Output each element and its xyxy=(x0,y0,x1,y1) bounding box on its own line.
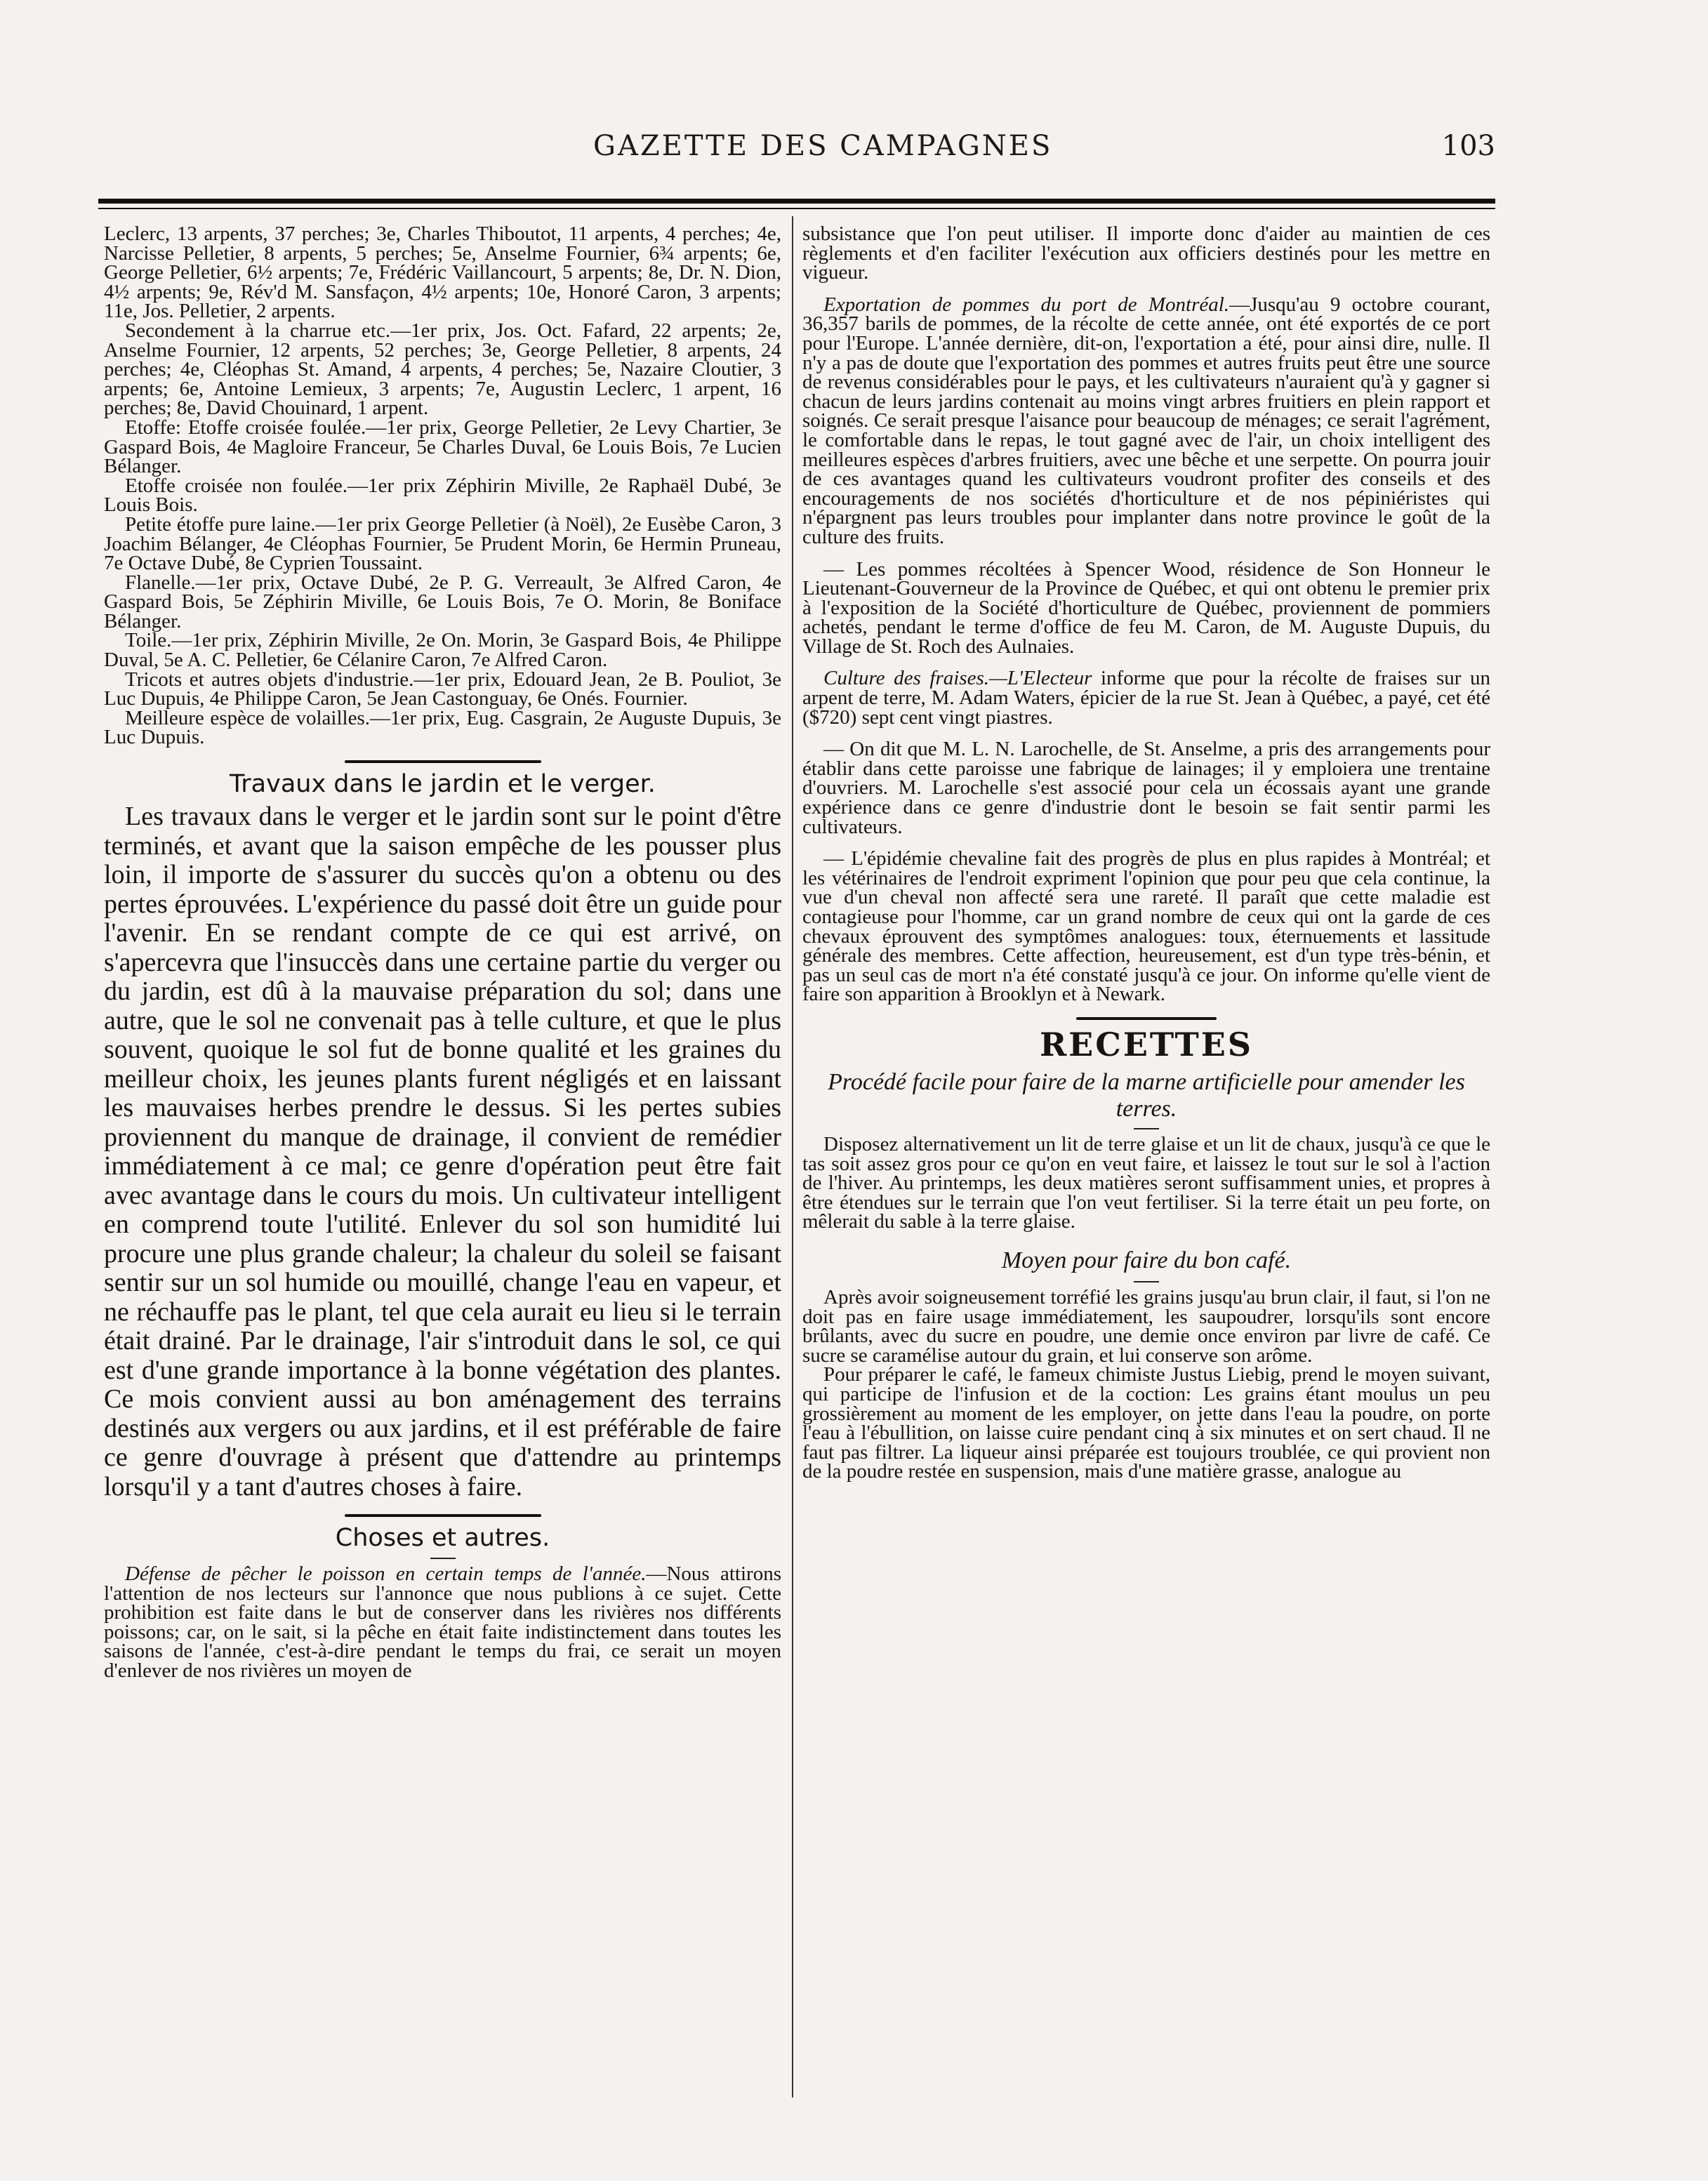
short-dash xyxy=(1134,1128,1159,1129)
prize-paragraph: Etoffe: Etoffe croisée foulée.—1er prix, George Pelletier, 2e Levy Chartier, 3e Gaspard Bois, 4e Magloire Franceur, 5e Charles Duval, 6e Louis Bois, 7e Lucien Bélanger. xyxy=(104,416,781,478)
section-rule xyxy=(1076,1017,1217,1020)
left-column xyxy=(104,225,781,1681)
recipe-coffee xyxy=(802,1285,1490,1483)
news-items xyxy=(802,225,1490,1005)
header-rule-thick xyxy=(98,199,1495,204)
prize-paragraph: Etoffe croisée non foulée.—1er prix Zéphirin Miville, 2e Raphaël Dubé, 3e Louis Bois. xyxy=(104,474,781,517)
prize-paragraph: Flanelle.—1er prix, Octave Dubé, 2e P. G. Verreault, 3e Alfred Caron, 4e Gaspard Bois, 5e Zéphirin Miville, 6e Louis Bois, 7e O. Morin, 8e Boniface Bélanger. xyxy=(104,571,781,632)
strawberry-body: informe que pour la récolte de fraises sur un arpent de terre, M. Adam Waters, épicier de la rue St. Jean à Québec, a payé, cet été ($720) sept cent vingt piastres. xyxy=(802,667,1490,729)
short-dash xyxy=(1134,1281,1159,1282)
garden-article xyxy=(104,802,781,1501)
spencer-wood-item: — Les pommes récoltées à Spencer Wood, résidence de Son Honneur le Lieutenant-Gouverneur de la Province de Québec, et qui ont obtenu le premier prix à l'exposition de la Société d'horticulture de Québec, proviennent de pommiers achetés, pendant le terme d'office de feu M. Caron, de M. Auguste Dupuis, du Village de St. Roch des Aulnaies. xyxy=(802,557,1490,658)
section-title-misc: Choses et autres. xyxy=(335,1524,550,1553)
prize-paragraph: Secondement à la charrue etc.—1er prix, Jos. Oct. Fafard, 22 arpents; 2e, Anselme Fournier, 12 arpents, 52 perches; 3e, George Pelletier, 8 arpents, 24 perches; 4e, Cléophas St. Amand, 4 arpents, 4 perches; 5e, Nazaire Cloutier, 3 arpents; 6e, Antoine Lemieux, 3 arpents; 7e, Augustin Leclerc, 1 arpent, 16 perches; 8e, David Chouinard, 1 arpent. xyxy=(104,319,781,420)
apple-export-body: —Jusqu'au 9 octobre courant, 36,357 barils de pommes, de la récolte de cette année, ont été exportés de ce port pour l'Europe. L'année dernière, dit-on, l'exportation a été, pour ainsi dire, nulle. Il n'y a pas de doute que l'exportation des pommes et autres fruits peut être une source de revenus considérables pour le pays, et les cultivateurs n'auraient qu'à y gagner si chacun de leurs jardins contenait au moins vingt arbres fruitiers en plein rapport et soignés. Ce serait presque l'aisance pour beaucoup de ménages; ce serait l'agrément, le comfortable dans le repas, le tout gagné avec de l'air, un choix intelligent des meilleures espèces d'arbres fruitiers, avec une bêche et une serpette. On pourra jouir de ces avantages quand les cultivateurs voudront profiter des conseils et des encouragements de nos sociétés d'horticulture et de nos pépiniéristes qui n'épargnent pas leurs troubles pour implanter dans notre province le goût de la culture des fruits. xyxy=(802,293,1490,548)
prize-paragraph: Toile.—1er prix, Zéphirin Miville, 2e On. Morin, 3e Gaspard Bois, 4e Philippe Duval, 5e A. C. Pelletier, 6e Célanire Caron, 7e Alfred Caron. xyxy=(104,629,781,672)
page-header xyxy=(98,130,1495,172)
recipe-marl xyxy=(802,1132,1490,1233)
running-title: GAZETTE DES CAMPAGNES xyxy=(593,130,1053,162)
page-number: 103 xyxy=(1441,130,1495,162)
right-column xyxy=(802,225,1490,1482)
strawberry-source: —L'Electeur xyxy=(989,667,1092,690)
apple-export-lead: Exportation de pommes du port de Montréal. xyxy=(823,293,1230,316)
section-rule xyxy=(345,760,541,763)
garden-article-body: Les travaux dans le verger et le jardin sont sur le point d'être terminés, et avant que la saison empêche de les pousser plus loin, il importe de s'assurer du succès qu'on a obtenu ou des pertes éprouvées. L'expérience du passé doit être un guide pour l'avenir. En se rendant compte de ce qui est arrivé, on s'apercevra que l'insuccès dans une certaine partie du verger ou du jardin, est dû à la mauvaise préparation du sol; dans une autre, que le sol ne convenait pas à telle culture, et que le plus souvent, quoique le sol fut de bonne qualité et les graines du meilleur choix, les jeunes plants furent négligés et en laissant les mauvaises herbes prendre le dessus. Si les pertes subies proviennent du manque de drainage, il convient de remédier immédiatement à ce mal; ce genre d'opération peut être fait avec avantage dans le cours du mois. Un cultivateur intelligent en comprend toute l'utilité. Enlever du sol son humidité lui procure une plus grande chaleur; la chaleur du soleil se faisant sentir sur un sol humide ou mouillé, change l'eau en vapeur, et ne réchauffe pas le plant, tel que cela aurait eu lieu si le terrain était drainé. Par le drainage, l'air s'introduit dans le sol, ce qui est d'une grande importance à la bonne végétation des plantes. Ce mois convient aussi au bon aménagement des terrains destinés aux vergers ou aux jardins, et il est préférable de faire ce genre d'ouvrage à présent que d'attendre au printemps lorsqu'il y a tant d'autres choses à faire. xyxy=(104,802,781,1501)
short-dash xyxy=(430,1558,456,1559)
prize-paragraph: Meilleure espèce de volailles.—1er prix, Eug. Casgrain, 2e Auguste Dupuis, 3e Luc Dupuis. xyxy=(104,706,781,749)
recettes-title: RECETTES xyxy=(1039,1025,1254,1063)
recipe-marl-title: Procédé facile pour faire de la marne artificielle pour amender les terres. xyxy=(828,1068,1465,1122)
fishing-notice-lead: Défense de pêcher le poisson en certain temps de l'année. xyxy=(125,1563,647,1586)
wool-factory-item: — On dit que M. L. N. Larochelle, de St. Anselme, a pris des arrangements pour établir dans cette paroisse une fabrique de lainages; il y emploiera une trentaine d'ouvriers. M. Larochelle s'est associé pour cela un écossais ayant une grande expérience dans ce genre d'industrie dont le besoin se fait sentir parmi les cultivateurs. xyxy=(802,738,1490,838)
equine-epidemic-item: — L'épidémie chevaline fait des progrès de plus en plus rapides à Montréal; et les vétérinaires de l'endroit expriment l'opinion que pour peu que cela continue, la vue d'un cheval non affecté sera une rareté. Il paraît que cette maladie est contagieuse pour l'homme, car un grand nombre de ceux qui ont la garde de ces chevaux éprouvent des symptômes analogues: toux, éternuements et lassitude générale des membres. Cette affection, heureusement, est d'un type très-bénin, et pas un seul cas de mort n'a été constaté jusqu'à ce jour. On informe qu'elle vient de faire son apparition à Brooklyn et à Newark. xyxy=(802,847,1490,1006)
prize-paragraph: Tricots et autres objets d'industrie.—1er prix, Edouard Jean, 2e B. Pouliot, 3e Luc Dupuis, 4e Philippe Caron, 5e Jean Castonguay, 6e Onés. Fournier. xyxy=(104,668,781,710)
recipe-coffee-title: Moyen pour faire du bon café. xyxy=(1001,1247,1292,1273)
prize-list xyxy=(104,225,781,748)
prize-paragraph: Petite étoffe pure laine.—1er prix George Pelletier (à Noël), 2e Eusèbe Caron, 3 Joachim Bélanger, 4e Cléophas Fournier, 5e Prudent Morin, 6e Hermin Pruneau, 7e Octave Dubé, 8e Cyprien Toussaint. xyxy=(104,512,781,575)
continued-paragraph: subsistance que l'on peut utiliser. Il importe donc d'aider au maintien de ces règlements et d'en faciliter l'exécution aux officiers destinés pour les mettre en vigueur. xyxy=(802,223,1490,284)
strawberry-lead: Culture des fraises. xyxy=(823,667,990,690)
fishing-notice xyxy=(104,1565,781,1681)
prize-paragraph: Leclerc, 13 arpents, 37 perches; 3e, Charles Thiboutot, 11 arpents, 4 perches; 4e, Narcisse Pelletier, 8 arpents, 5 perches; 5e, Anselme Fournier, 6¾ arpents; 6e, George Pelletier, 6½ arpents; 7e, Frédéric Vaillancourt, 5 arpents; 8e, Dr. N. Dion, 4½ arpents; 9e, Rév'd M. Sansfaçon, 4½ arpents; 10e, Honoré Caron, 3 arpents; 11e, Jos. Pelletier, 2 arpents. xyxy=(104,223,781,323)
header-rule-thin xyxy=(98,208,1495,209)
column-divider xyxy=(792,216,793,2097)
section-title-garden: Travaux dans le jardin et le verger. xyxy=(230,770,656,799)
recipe-coffee-p2: Pour préparer le café, le fameux chimiste Justus Liebig, prend le moyen suivant, qui participe de l'infusion et de la coction: Les grains étant moulus un peu grossièrement au moment de les employer, on jette dans l'eau la poudre, on porte l'eau à l'ébullition, on laisse cuire pendant cinq à six minutes et on sert chaud. Il ne faut pas filtrer. La liqueur ainsi préparée est toujours troublée, ce qui provient non de la poudre restée en suspension, mais d'une matière grasse, analogue au xyxy=(802,1363,1490,1483)
recipe-marl-body: Disposez alternativement un lit de terre glaise et un lit de chaux, jusqu'à ce que le tas soit assez gros pour ce qu'on en veut faire, et laissez le tout sur le sol à l'action de l'hiver. Au printemps, les deux matières seront suffisamment unies, et propres à être étendues sur le terrain que l'on veut fertiliser. Si la terre était un peu forte, on mêlerait du sable à la terre glaise. xyxy=(802,1132,1490,1233)
section-rule xyxy=(345,1514,541,1517)
fishing-notice-body: —Nous attirons l'attention de nos lecteurs sur l'annonce que nous publions à ce sujet. Cette prohibition est faite dans le but de conserver dans les rivières nos différents poissons; car, on le sait, si la pêche en était faite indistinctement dans toutes les saisons de l'année, c'est-à-dire pendant le temps du frai, ce serait un moyen d'enlever de nos rivières un moyen de xyxy=(104,1563,781,1682)
recipe-coffee-p1: Après avoir soigneusement torréfié les grains jusqu'au brun clair, il faut, si l'on ne doit pas en faire usage immédiatement, les saupoudrer, lorsqu'ils sont encore brûlants, avec du sucre en poudre, une demie once environ par livre de café. Ce sucre se caramélise autour du grain, et lui conserve son arôme. xyxy=(802,1285,1490,1367)
